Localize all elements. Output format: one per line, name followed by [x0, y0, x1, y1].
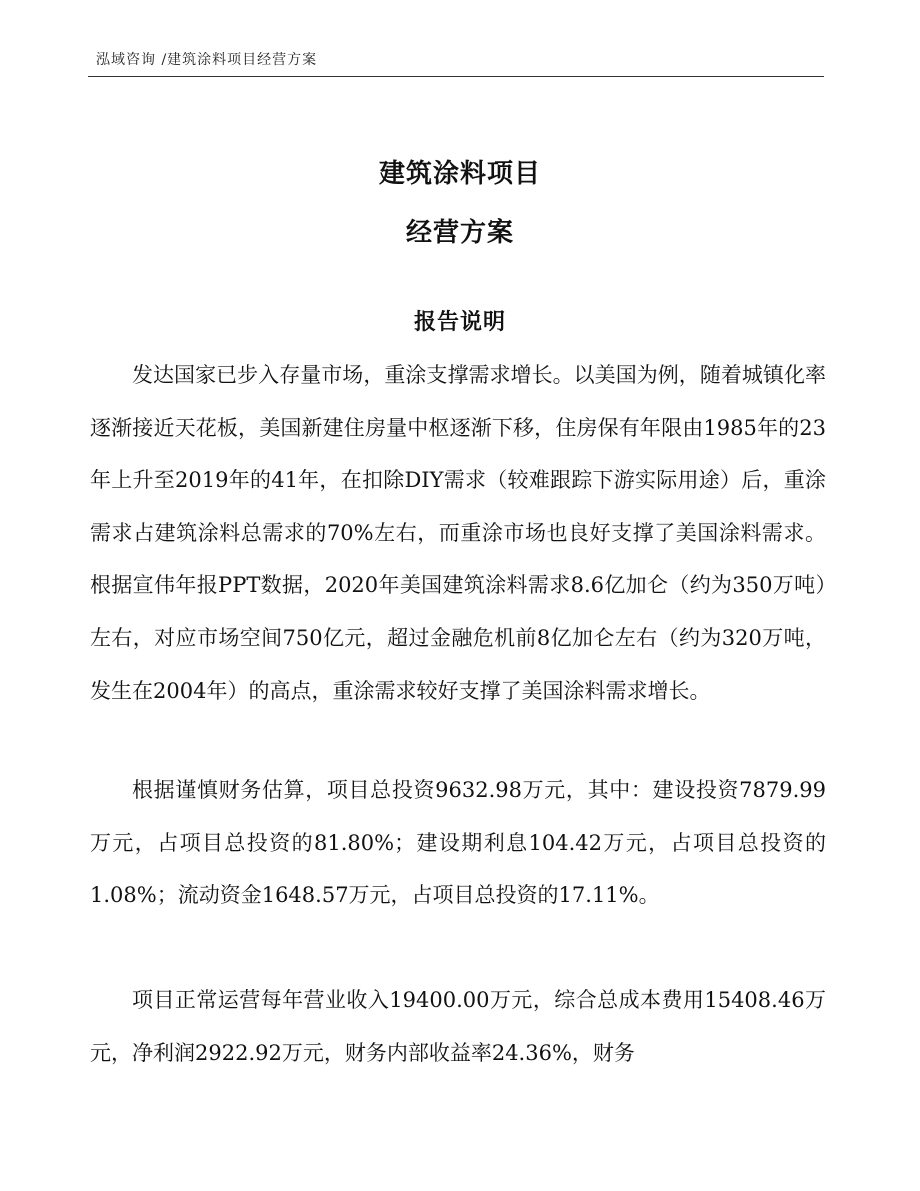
paragraph-market: 发达国家已步入存量市场，重涂支撑需求增长。以美国为例，随着城镇化率逐渐接近天花板，美国新建住房量中枢逐渐下移，住房保有年限由1985年的23年上升至2019年的41年，在扣除DIY需求（较难跟踪下游实际用途）后，重涂需求占建筑涂料总需求的70%左右，而重涂市场也良好支撑了美国涂料需求。根据宣伟年报PPT数据，2020年美国建筑涂料需求8.6亿加仑（约为350万吨）左右，对应市场空间750亿元，超过金融危机前8亿加仑左右（约为320万吨，发生在2004年）的高点，重涂需求较好支撑了美国涂料需求增长。 [90, 363, 826, 703]
paragraph-investment: 根据谨慎财务估算，项目总投资9632.98万元，其中：建设投资7879.99万元，占项目总投资的81.80%；建设期利息104.42万元，占项目总投资的1.08%；流动资金1648.57万元，占项目总投资的17.11%。 [90, 778, 826, 908]
document-title-line1: 建筑涂料项目 [378, 159, 541, 189]
section-heading: 报告说明 [413, 310, 506, 335]
header-divider [88, 76, 824, 77]
document-title-line2: 经营方案 [405, 218, 514, 248]
document-header: 泓域咨询 /建筑涂料项目经营方案 [96, 52, 318, 68]
paragraph-revenue: 项目正常运营每年营业收入19400.00万元，综合总成本费用15408.46万元，净利润2922.92万元，财务内部收益率24.36%，财务 [90, 988, 826, 1065]
